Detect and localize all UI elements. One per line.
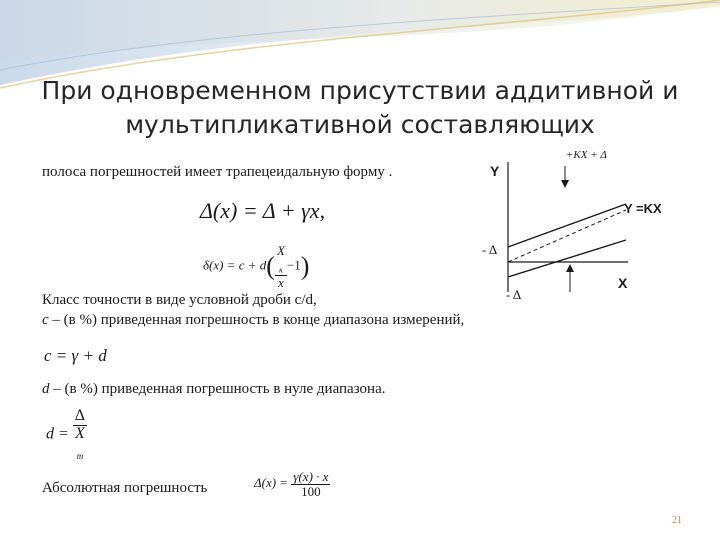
page-number: 21 xyxy=(672,515,682,526)
slide-title xyxy=(20,74,700,142)
d-definition: d – (в %) приведенная погрешность в нуле диапазона. xyxy=(42,381,386,397)
formula-d: d = Δ X $_m$ xyxy=(46,407,86,461)
upper-line-label: +KX + Δ xyxy=(566,149,607,161)
y-axis-label: Y xyxy=(490,163,500,179)
upper-band-line xyxy=(508,204,626,247)
title-line-1: При одновременном присутствии аддитивной и xyxy=(41,76,679,105)
nominal-line xyxy=(508,210,626,262)
nominal-line-label: Y =KX xyxy=(624,201,662,216)
formula-relative-error: δ(x) = c + d( X $_к$ x −1) xyxy=(203,243,310,290)
formula-absolute-error: Δ(x) = $\frac{\gamma(x) \cdot x}{100}$ xyxy=(254,469,329,499)
formula-c: c = γ + d xyxy=(44,346,107,365)
error-band-diagram xyxy=(468,142,698,304)
neg-delta-bottom-label: - Δ xyxy=(506,287,522,302)
lower-band-line xyxy=(508,240,626,277)
accuracy-class-text: Класс точности в виде условной дроби c/d, xyxy=(42,292,317,308)
c-definition: c – (в %) приведенная погрешность в конце диапазона измерений, xyxy=(42,312,465,328)
title-line-2: мультипликативной составляющих xyxy=(125,110,595,139)
formula-absolute-band: Δ(x) = Δ + γx, xyxy=(200,198,326,223)
neg-delta-left-label: - Δ xyxy=(482,242,498,257)
band-shape-text: полоса погрешностей имеет трапецеидальную форму . xyxy=(42,164,393,180)
x-axis-label: X xyxy=(618,275,628,291)
absolute-error-label: Абсолютная погрешность xyxy=(42,480,208,496)
